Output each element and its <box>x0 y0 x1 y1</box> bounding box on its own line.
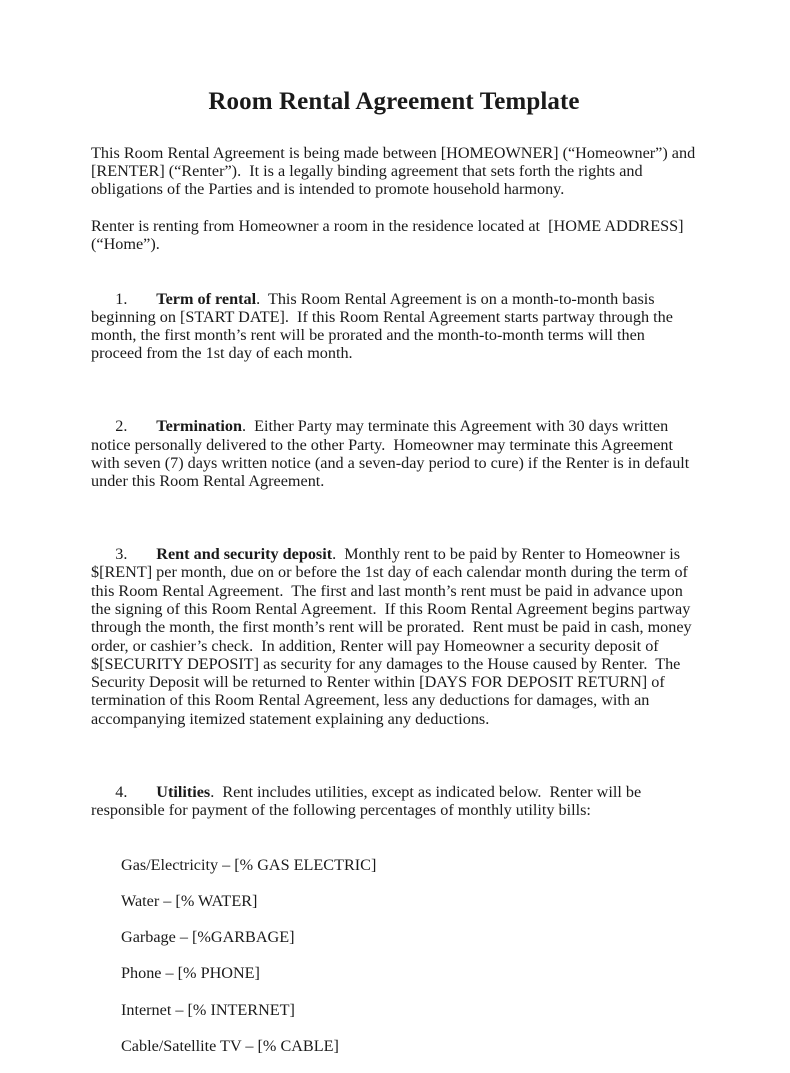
document-content <box>91 88 700 1073</box>
page-title: Room Rental Agreement Template <box>208 88 580 115</box>
section-termination <box>91 399 697 509</box>
section-heading: Termination <box>156 417 243 436</box>
section-body: . This Room Rental Agreement is on a month-to-month basis beginning on [START DATE]. If this Room Rental Agreement starts partway through the month, the first month’s rent will be prorated and the month-to-month terms will then proceed from the 1st day of each month. <box>91 289 677 363</box>
section-utilities <box>91 764 697 837</box>
list-item: Internet – [% INTERNET] <box>121 1000 295 1019</box>
section-number: 2. <box>115 417 128 436</box>
intro-paragraph: This Room Rental Agreement is being made between [HOMEOWNER] (“Homeowner”) and [RENTER] (“Renter”). It is a legally binding agreement that sets forth the rights and obligations of the Parties and is intended to promote household harmony. <box>91 143 700 199</box>
section-heading: Rent and security deposit <box>156 545 333 564</box>
utilities-list <box>91 856 697 1056</box>
section-number: 3. <box>115 545 128 564</box>
section-heading: Term of rental <box>156 289 257 308</box>
section-body: . Either Party may terminate this Agreement with 30 days written notice personally delivered to the other Party. Homeowner may terminate this Agreement with seven (7) days written notice (and a seven-day period to cure) if the Renter is in default under this Room Rental Agreement. <box>91 417 694 491</box>
section-body: . Monthly rent to be paid by Renter to Homeowner is $[RENT] per month, due on or before the 1st day of each calendar month during the term of this Room Rental Agreement. The first and last month’s rent must be paid in advance upon the signing of this Room Rental Agreement. If this Room Rental Agreement begins partway through the month, the first month’s rent will be prorated. Rent must be paid in cash, money order, or cashier’s check. In addition, Renter will pay Homeowner a security deposit of $[SECURITY DEPOSIT] as security for any damages to the House caused by Renter. The Security Deposit will be returned to Renter within [DAYS FOR DEPOSIT RETURN] of termination of this Room Rental Agreement, less any deductions for damages, with an accompanying itemized statement explaining any deductions. <box>91 545 696 728</box>
section-number: 1. <box>115 289 128 308</box>
list-item: Gas/Electricity – [% GAS ELECTRIC] <box>121 855 377 874</box>
list-item: Garbage – [%GARBAGE] <box>121 928 295 947</box>
list-item: Cable/Satellite TV – [% CABLE] <box>121 1037 339 1056</box>
section-body: . Rent includes utilities, except as indicated below. Renter will be responsible for payment of the following percentages of monthly utility bills: <box>91 782 646 819</box>
list-item: Phone – [% PHONE] <box>121 964 260 983</box>
list-item: Water – [% WATER] <box>121 891 258 910</box>
residence-paragraph: Renter is renting from Homeowner a room in the residence located at [HOME ADDRESS] (“Home”). <box>91 216 688 253</box>
section-rent-and-security-deposit <box>91 527 697 747</box>
section-number: 4. <box>115 782 128 801</box>
section-heading: Utilities <box>156 782 211 801</box>
section-term-of-rental <box>91 271 697 381</box>
